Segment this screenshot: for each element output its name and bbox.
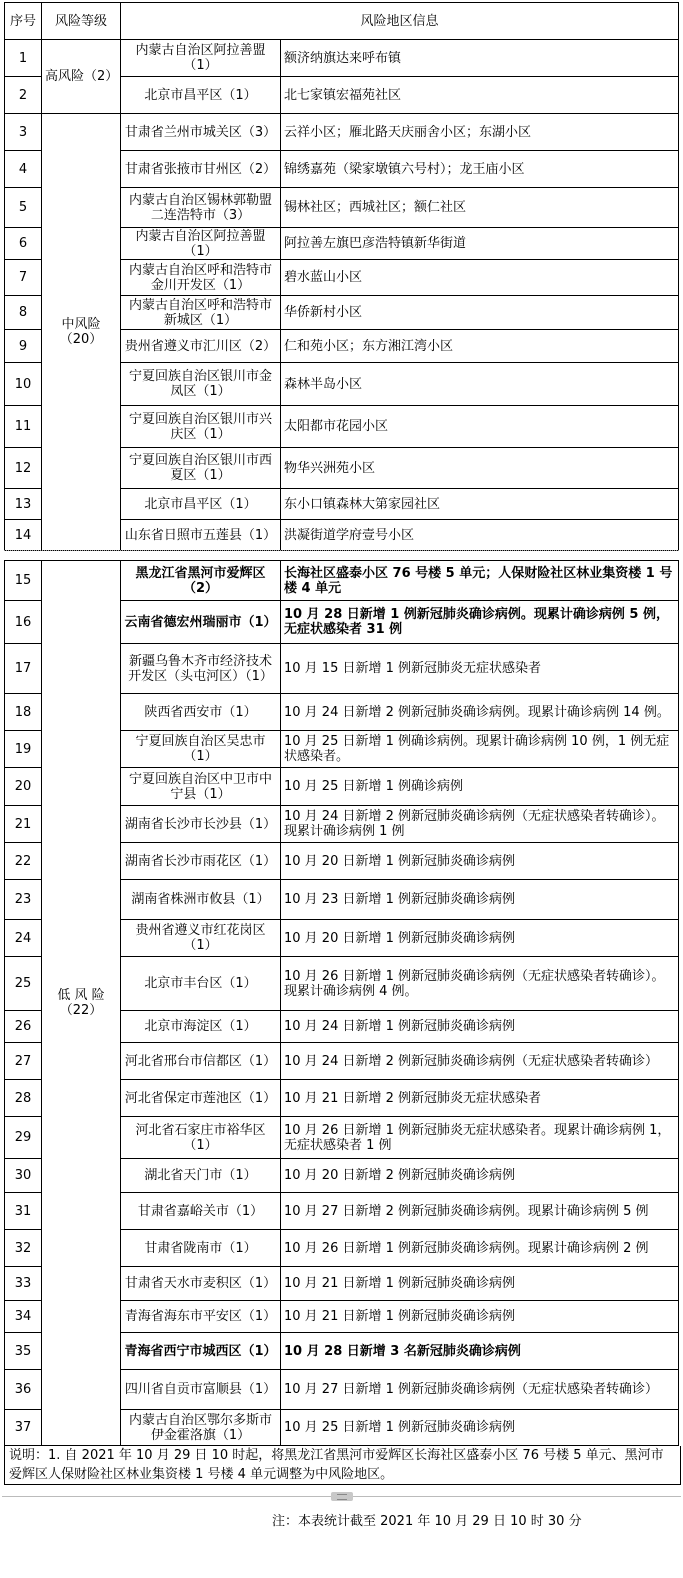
risk-table-high-medium <box>4 2 679 551</box>
row-info: 洪凝街道学府壹号小区 <box>281 520 679 551</box>
row-area: 宁夏回族自治区银川市金凤区（1） <box>121 363 281 406</box>
row-number: 27 <box>5 1043 42 1080</box>
row-number: 10 <box>5 363 42 406</box>
row-number: 11 <box>5 406 42 448</box>
row-number: 1 <box>5 40 42 77</box>
row-info: 10 月 28 日新增 1 例新冠肺炎确诊病例。现累计确诊病例 5 例，无症状感染者 31 例 <box>281 601 679 644</box>
page-break <box>4 550 679 559</box>
row-area: 北京市丰台区（1） <box>121 957 281 1011</box>
row-area: 甘肃省陇南市（1） <box>121 1230 281 1267</box>
row-info: 10 月 26 日新增 1 例新冠肺炎确诊病例。现累计确诊病例 2 例 <box>281 1230 679 1267</box>
row-info: 碧水蓝山小区 <box>281 260 679 296</box>
row-number: 28 <box>5 1080 42 1117</box>
row-info: 仁和苑小区；东方湘江湾小区 <box>281 330 679 363</box>
row-area: 内蒙古自治区阿拉善盟（1） <box>121 40 281 77</box>
risk-table-low <box>4 560 679 1446</box>
row-info: 10 月 24 日新增 2 例新冠肺炎确诊病例（无症状感染者转确诊） <box>281 1043 679 1080</box>
row-area: 甘肃省张掖市甘州区（2） <box>121 151 281 188</box>
row-number: 26 <box>5 1011 42 1043</box>
row-number: 15 <box>5 561 42 601</box>
row-number: 33 <box>5 1267 42 1301</box>
row-number: 17 <box>5 644 42 694</box>
row-info: 10 月 27 日新增 2 例新冠肺炎确诊病例。现累计确诊病例 5 例 <box>281 1193 679 1230</box>
row-number: 30 <box>5 1159 42 1193</box>
resize-handle-icon[interactable] <box>331 1492 353 1501</box>
row-area: 内蒙古自治区鄂尔多斯市伊金霍洛旗（1） <box>121 1410 281 1446</box>
row-area: 甘肃省天水市麦积区（1） <box>121 1267 281 1301</box>
row-info: 锦绣嘉苑（梁家墩镇六号村）；龙王庙小区 <box>281 151 679 188</box>
row-area: 四川省自贡市富顺县（1） <box>121 1370 281 1410</box>
level-medium: 中风险（20） <box>42 114 121 551</box>
row-number: 19 <box>5 731 42 768</box>
row-info: 10 月 20 日新增 1 例新冠肺炎确诊病例 <box>281 843 679 880</box>
row-info: 10 月 28 日新增 3 名新冠肺炎确诊病例 <box>281 1333 679 1370</box>
row-info: 北七家镇宏福苑社区 <box>281 77 679 114</box>
row-area: 云南省德宏州瑞丽市（1） <box>121 601 281 644</box>
row-number: 23 <box>5 880 42 920</box>
row-number: 5 <box>5 188 42 228</box>
header-seq: 序号 <box>5 3 42 40</box>
header-level: 风险等级 <box>42 3 121 40</box>
table-note: 说明：1. 自 2021 年 10 月 29 日 10 时起，将黑龙江省黑河市爱辉区长海社区盛泰小区 76 号楼 5 单元、黑河市爱辉区人保财险社区林业集资楼 1 号楼 4 单元调整为中风险地区。 <box>4 1446 681 1485</box>
row-area: 陕西省西安市（1） <box>121 694 281 731</box>
row-number: 29 <box>5 1117 42 1159</box>
row-info: 10 月 24 日新增 2 例新冠肺炎确诊病例（无症状感染者转确诊）。现累计确诊病例 1 例 <box>281 806 679 843</box>
row-area: 贵州省遵义市汇川区（2） <box>121 330 281 363</box>
row-area: 湖北省天门市（1） <box>121 1159 281 1193</box>
level-high: 高风险（2） <box>42 40 121 114</box>
statistics-footnote: 注：本表统计截至 2021 年 10 月 29 日 10 时 30 分 <box>272 1514 582 1529</box>
row-info: 10 月 23 日新增 1 例新冠肺炎确诊病例 <box>281 880 679 920</box>
row-area: 贵州省遵义市红花岗区（1） <box>121 920 281 957</box>
row-info: 太阳都市花园小区 <box>281 406 679 448</box>
row-area: 宁夏回族自治区中卫市中宁县（1） <box>121 768 281 806</box>
row-info: 10 月 21 日新增 1 例新冠肺炎确诊病例 <box>281 1301 679 1333</box>
row-info: 东小口镇森林大第家园社区 <box>281 489 679 520</box>
row-area: 新疆乌鲁木齐市经济技术开发区（头屯河区）（1） <box>121 644 281 694</box>
row-number: 25 <box>5 957 42 1011</box>
row-area: 湖南省长沙市长沙县（1） <box>121 806 281 843</box>
row-info: 额济纳旗达来呼布镇 <box>281 40 679 77</box>
row-info: 物华兴洲苑小区 <box>281 448 679 489</box>
row-info: 10 月 20 日新增 2 例新冠肺炎确诊病例 <box>281 1159 679 1193</box>
row-area: 河北省保定市莲池区（1） <box>121 1080 281 1117</box>
row-info: 锡林社区；西城社区；额仁社区 <box>281 188 679 228</box>
row-area: 北京市海淀区（1） <box>121 1011 281 1043</box>
header-info: 风险地区信息 <box>121 3 679 40</box>
row-number: 3 <box>5 114 42 151</box>
row-info: 云祥小区；雁北路天庆丽舍小区；东湖小区 <box>281 114 679 151</box>
row-info: 10 月 24 日新增 1 例新冠肺炎确诊病例 <box>281 1011 679 1043</box>
row-number: 9 <box>5 330 42 363</box>
row-area: 内蒙古自治区锡林郭勒盟二连浩特市（3） <box>121 188 281 228</box>
row-info: 10 月 20 日新增 1 例新冠肺炎确诊病例 <box>281 920 679 957</box>
row-info: 长海社区盛泰小区 76 号楼 5 单元；人保财险社区林业集资楼 1 号楼 4 单元 <box>281 561 679 601</box>
row-area: 北京市昌平区（1） <box>121 77 281 114</box>
row-info: 10 月 15 日新增 1 例新冠肺炎无症状感染者 <box>281 644 679 694</box>
row-area: 北京市昌平区（1） <box>121 489 281 520</box>
row-area: 青海省海东市平安区（1） <box>121 1301 281 1333</box>
row-area: 甘肃省兰州市城关区（3） <box>121 114 281 151</box>
row-number: 37 <box>5 1410 42 1446</box>
row-number: 35 <box>5 1333 42 1370</box>
row-number: 12 <box>5 448 42 489</box>
row-number: 14 <box>5 520 42 551</box>
row-info: 10 月 21 日新增 2 例新冠肺炎无症状感染者 <box>281 1080 679 1117</box>
row-area: 青海省西宁市城西区（1） <box>121 1333 281 1370</box>
row-area: 甘肃省嘉峪关市（1） <box>121 1193 281 1230</box>
row-area: 宁夏回族自治区银川市兴庆区（1） <box>121 406 281 448</box>
row-area: 内蒙古自治区呼和浩特市新城区（1） <box>121 296 281 330</box>
row-number: 21 <box>5 806 42 843</box>
row-number: 2 <box>5 77 42 114</box>
row-info: 10 月 21 日新增 1 例新冠肺炎确诊病例 <box>281 1267 679 1301</box>
row-area: 湖南省长沙市雨花区（1） <box>121 843 281 880</box>
row-number: 8 <box>5 296 42 330</box>
row-number: 22 <box>5 843 42 880</box>
row-info: 10 月 24 日新增 2 例新冠肺炎确诊病例。现累计确诊病例 14 例。 <box>281 694 679 731</box>
row-info: 森林半岛小区 <box>281 363 679 406</box>
row-info: 10 月 25 日新增 1 例确诊病例。现累计确诊病例 10 例，1 例无症状感染者。 <box>281 731 679 768</box>
row-area: 内蒙古自治区呼和浩特市金川开发区（1） <box>121 260 281 296</box>
row-number: 31 <box>5 1193 42 1230</box>
row-number: 13 <box>5 489 42 520</box>
row-number: 18 <box>5 694 42 731</box>
row-area: 湖南省株洲市攸县（1） <box>121 880 281 920</box>
row-number: 16 <box>5 601 42 644</box>
row-number: 34 <box>5 1301 42 1333</box>
row-area: 河北省石家庄市裕华区（1） <box>121 1117 281 1159</box>
row-number: 4 <box>5 151 42 188</box>
row-info: 10 月 25 日新增 1 例新冠肺炎确诊病例 <box>281 1410 679 1446</box>
row-info: 10 月 26 日新增 1 例新冠肺炎确诊病例（无症状感染者转确诊）。现累计确诊病例 4 例。 <box>281 957 679 1011</box>
row-info: 华侨新村小区 <box>281 296 679 330</box>
row-info: 10 月 26 日新增 1 例新冠肺炎无症状感染者。现累计确诊病例 1，无症状感染者 1 例 <box>281 1117 679 1159</box>
row-number: 7 <box>5 260 42 296</box>
row-number: 32 <box>5 1230 42 1267</box>
row-number: 20 <box>5 768 42 806</box>
row-info: 10 月 27 日新增 1 例新冠肺炎确诊病例（无症状感染者转确诊） <box>281 1370 679 1410</box>
row-area: 河北省邢台市信都区（1） <box>121 1043 281 1080</box>
row-area: 山东省日照市五莲县（1） <box>121 520 281 551</box>
level-low: 低 风 险（22） <box>42 561 121 1446</box>
row-area: 宁夏回族自治区银川市西夏区（1） <box>121 448 281 489</box>
row-info: 阿拉善左旗巴彦浩特镇新华街道 <box>281 228 679 260</box>
row-area: 内蒙古自治区阿拉善盟（1） <box>121 228 281 260</box>
row-area: 黑龙江省黑河市爱辉区（2） <box>121 561 281 601</box>
row-number: 36 <box>5 1370 42 1410</box>
row-area: 宁夏回族自治区吴忠市（1） <box>121 731 281 768</box>
row-number: 24 <box>5 920 42 957</box>
row-number: 6 <box>5 228 42 260</box>
row-info: 10 月 25 日新增 1 例确诊病例 <box>281 768 679 806</box>
